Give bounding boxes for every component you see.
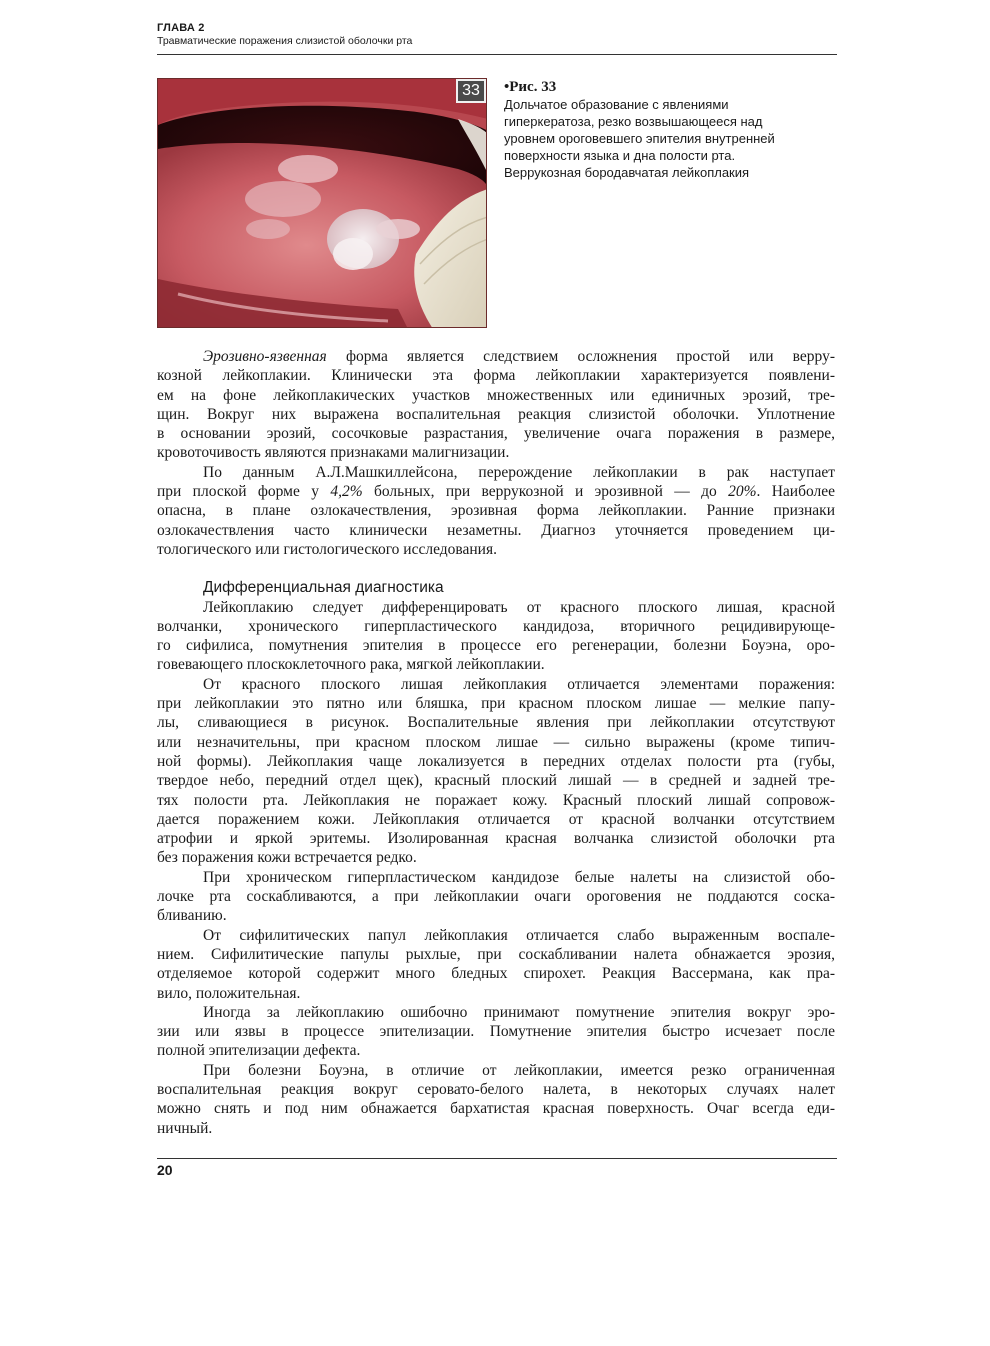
chapter-subtitle: Травматические поражения слизистой оболочки рта xyxy=(157,35,413,47)
section-heading: Дифференциальная диагностика xyxy=(203,579,444,597)
percent-italic: 20% xyxy=(728,483,757,501)
paragraph-line: го сифилиса, помутнения эпителия в процессе его регенерации, болезни Боуэна, оро- xyxy=(157,637,835,655)
caption-line: Веррукозная бородавчатая лейкоплакия xyxy=(504,165,750,180)
paragraph-line: кровоточивость являются признаками малигнизации. xyxy=(157,444,510,462)
paragraph-line: При болезни Боуэна, в отличие от лейкоплакии, имеется резко ограниченная xyxy=(203,1061,835,1079)
clinical-photo-illustration xyxy=(158,79,487,328)
paragraph-line: или незначительны, при красном плоском лишае — сильно выражены (кроме типич- xyxy=(157,733,835,751)
paragraph-line: при лейкоплакии это пятно или бляшка, при красном плоском лишае — мелкие папу- xyxy=(157,695,835,713)
paragraph-line: дается поражением кожи. Лейкоплакия отличается от красной волчанки отсутствием xyxy=(157,810,835,828)
paragraph-line: твердое небо, передний отдел щек), красный плоский лишай — в средней и задней тре- xyxy=(157,772,835,790)
paragraph-line: ничный. xyxy=(157,1119,213,1137)
paragraph-line: полной эпителизации дефекта. xyxy=(157,1042,361,1060)
paragraph-line: можно снять и под ним обнажается бархатистая красная поверхность. Очаг всегда еди- xyxy=(157,1100,835,1118)
paragraph-line: нием. Сифилитические папулы рыхлые, при соскабливании налета обнажается эрозия, xyxy=(157,945,835,963)
body-text xyxy=(157,347,835,1138)
paragraph-line: при плоской форме у 4,2% больных, при веррукозной и эрозивной — до 20%. Наиболее xyxy=(157,483,835,501)
caption-line: Дольчатое образование с явлениями xyxy=(504,97,729,112)
term-italic: Эрозивно-язвенная xyxy=(203,348,327,365)
chapter-label: ГЛАВА 2 xyxy=(157,22,205,34)
paragraph-line: От сифилитических папул лейкоплакия отличается слабо выраженным воспале- xyxy=(203,926,835,944)
figure-caption xyxy=(504,78,834,181)
paragraph-line: лы, сливающиеся в рисунок. Воспалительные явления при лейкоплакии отсутствуют xyxy=(157,714,835,732)
paragraph-line: без поражения кожи встречается редко. xyxy=(157,849,417,867)
paragraph-line: козной лейкоплакии. Клинически эта форма лейкоплакии характеризуется появлени- xyxy=(157,367,835,385)
running-header xyxy=(157,22,837,48)
paragraph-line: озлокачествления часто клинически незаметны. Диагноз уточняется проведением ци- xyxy=(157,521,835,539)
paragraph-line: атрофии и яркой эритемы. Изолированная красная волчанка слизистой оболочки рта xyxy=(157,830,835,848)
paragraph-line: ем на фоне лейкоплакических участков множественных или единичных эрозий, тре- xyxy=(157,386,835,404)
paragraph-line: в основании эрозий, сосочковые разрастания, увеличение очага поражения в размере, xyxy=(157,425,835,443)
paragraph-line: щин. Вокруг них выражена воспалительная реакция слизистой оболочки. Уплотнение xyxy=(157,405,835,423)
percent-italic: 4,2% xyxy=(330,483,363,501)
paragraph-line: тях полости рта. Лейкоплакия не поражает кожу. Красный плоский лишай сопровож- xyxy=(157,791,835,809)
paragraph-line: При хроническом гиперпластическом кандидозе белые налеты на слизистой обо- xyxy=(203,868,835,886)
paragraph-line: По данным А.Л.Машкиллейсона, перерождение лейкоплакии в рак наступает xyxy=(203,463,835,481)
clinical-photo xyxy=(157,78,487,328)
paragraph-line: лочке рта соскабливаются, а при лейкоплакии очаги ороговения не поддаются соска- xyxy=(157,888,835,906)
paragraph-line: Иногда за лейкоплакию ошибочно принимают помутнение эпителия вокруг эро- xyxy=(203,1003,835,1021)
page-number: 20 xyxy=(157,1162,173,1178)
paragraph-line: говевающего плоскоклеточного рака, мягкой лейкоплакии. xyxy=(157,656,545,674)
paragraph-line: От красного плоского лишая лейкоплакия отличается элементами поражения: xyxy=(203,675,835,693)
footer-rule xyxy=(157,1158,837,1159)
section-gap xyxy=(157,559,835,578)
paragraph-line: воспалительная реакция вокруг серовато-белого налета, в некоторых случаях налет xyxy=(157,1080,835,1098)
paragraph-line: тологического или гистологического исследования. xyxy=(157,540,497,558)
caption-line: поверхности языка и дна полости рта. xyxy=(504,148,736,163)
caption-line: гиперкератоза, резко возвышающееся над xyxy=(504,114,763,129)
paragraph-line: опасна, в плане озлокачествления, эрозивная форма лейкоплакии. Ранние признаки xyxy=(157,502,835,520)
header-rule xyxy=(157,54,837,55)
paragraph-line: Лейкоплакию следует дифференцировать от красного плоского лишая, красной xyxy=(203,598,835,616)
paragraph-line: зии или язвы в процессе эпителизации. Помутнение эпителия быстро исчезает после xyxy=(157,1023,835,1041)
figure-number-badge: 33 xyxy=(456,79,486,103)
paragraph-line: Эрозивно-язвенная форма является следствием осложнения простой или верру- xyxy=(203,348,835,365)
caption-title: •Рис. 33 xyxy=(504,79,557,95)
caption-line: уровнем ороговевшего эпителия внутренней xyxy=(504,131,775,146)
paragraph-line: вило, положительная. xyxy=(157,984,301,1002)
paragraph-line: отделяемое которой содержит много бледных спирохет. Реакция Вассермана, как пра- xyxy=(157,965,835,983)
paragraph-line: ной формы). Лейкоплакия чаще локализуется в передних отделах полости рта (губы, xyxy=(157,752,835,770)
paragraph-line: волчанки, хронического гиперпластического кандидоза, вторичного рецидивирующе- xyxy=(157,617,835,635)
paragraph-line: бливанию. xyxy=(157,907,227,925)
